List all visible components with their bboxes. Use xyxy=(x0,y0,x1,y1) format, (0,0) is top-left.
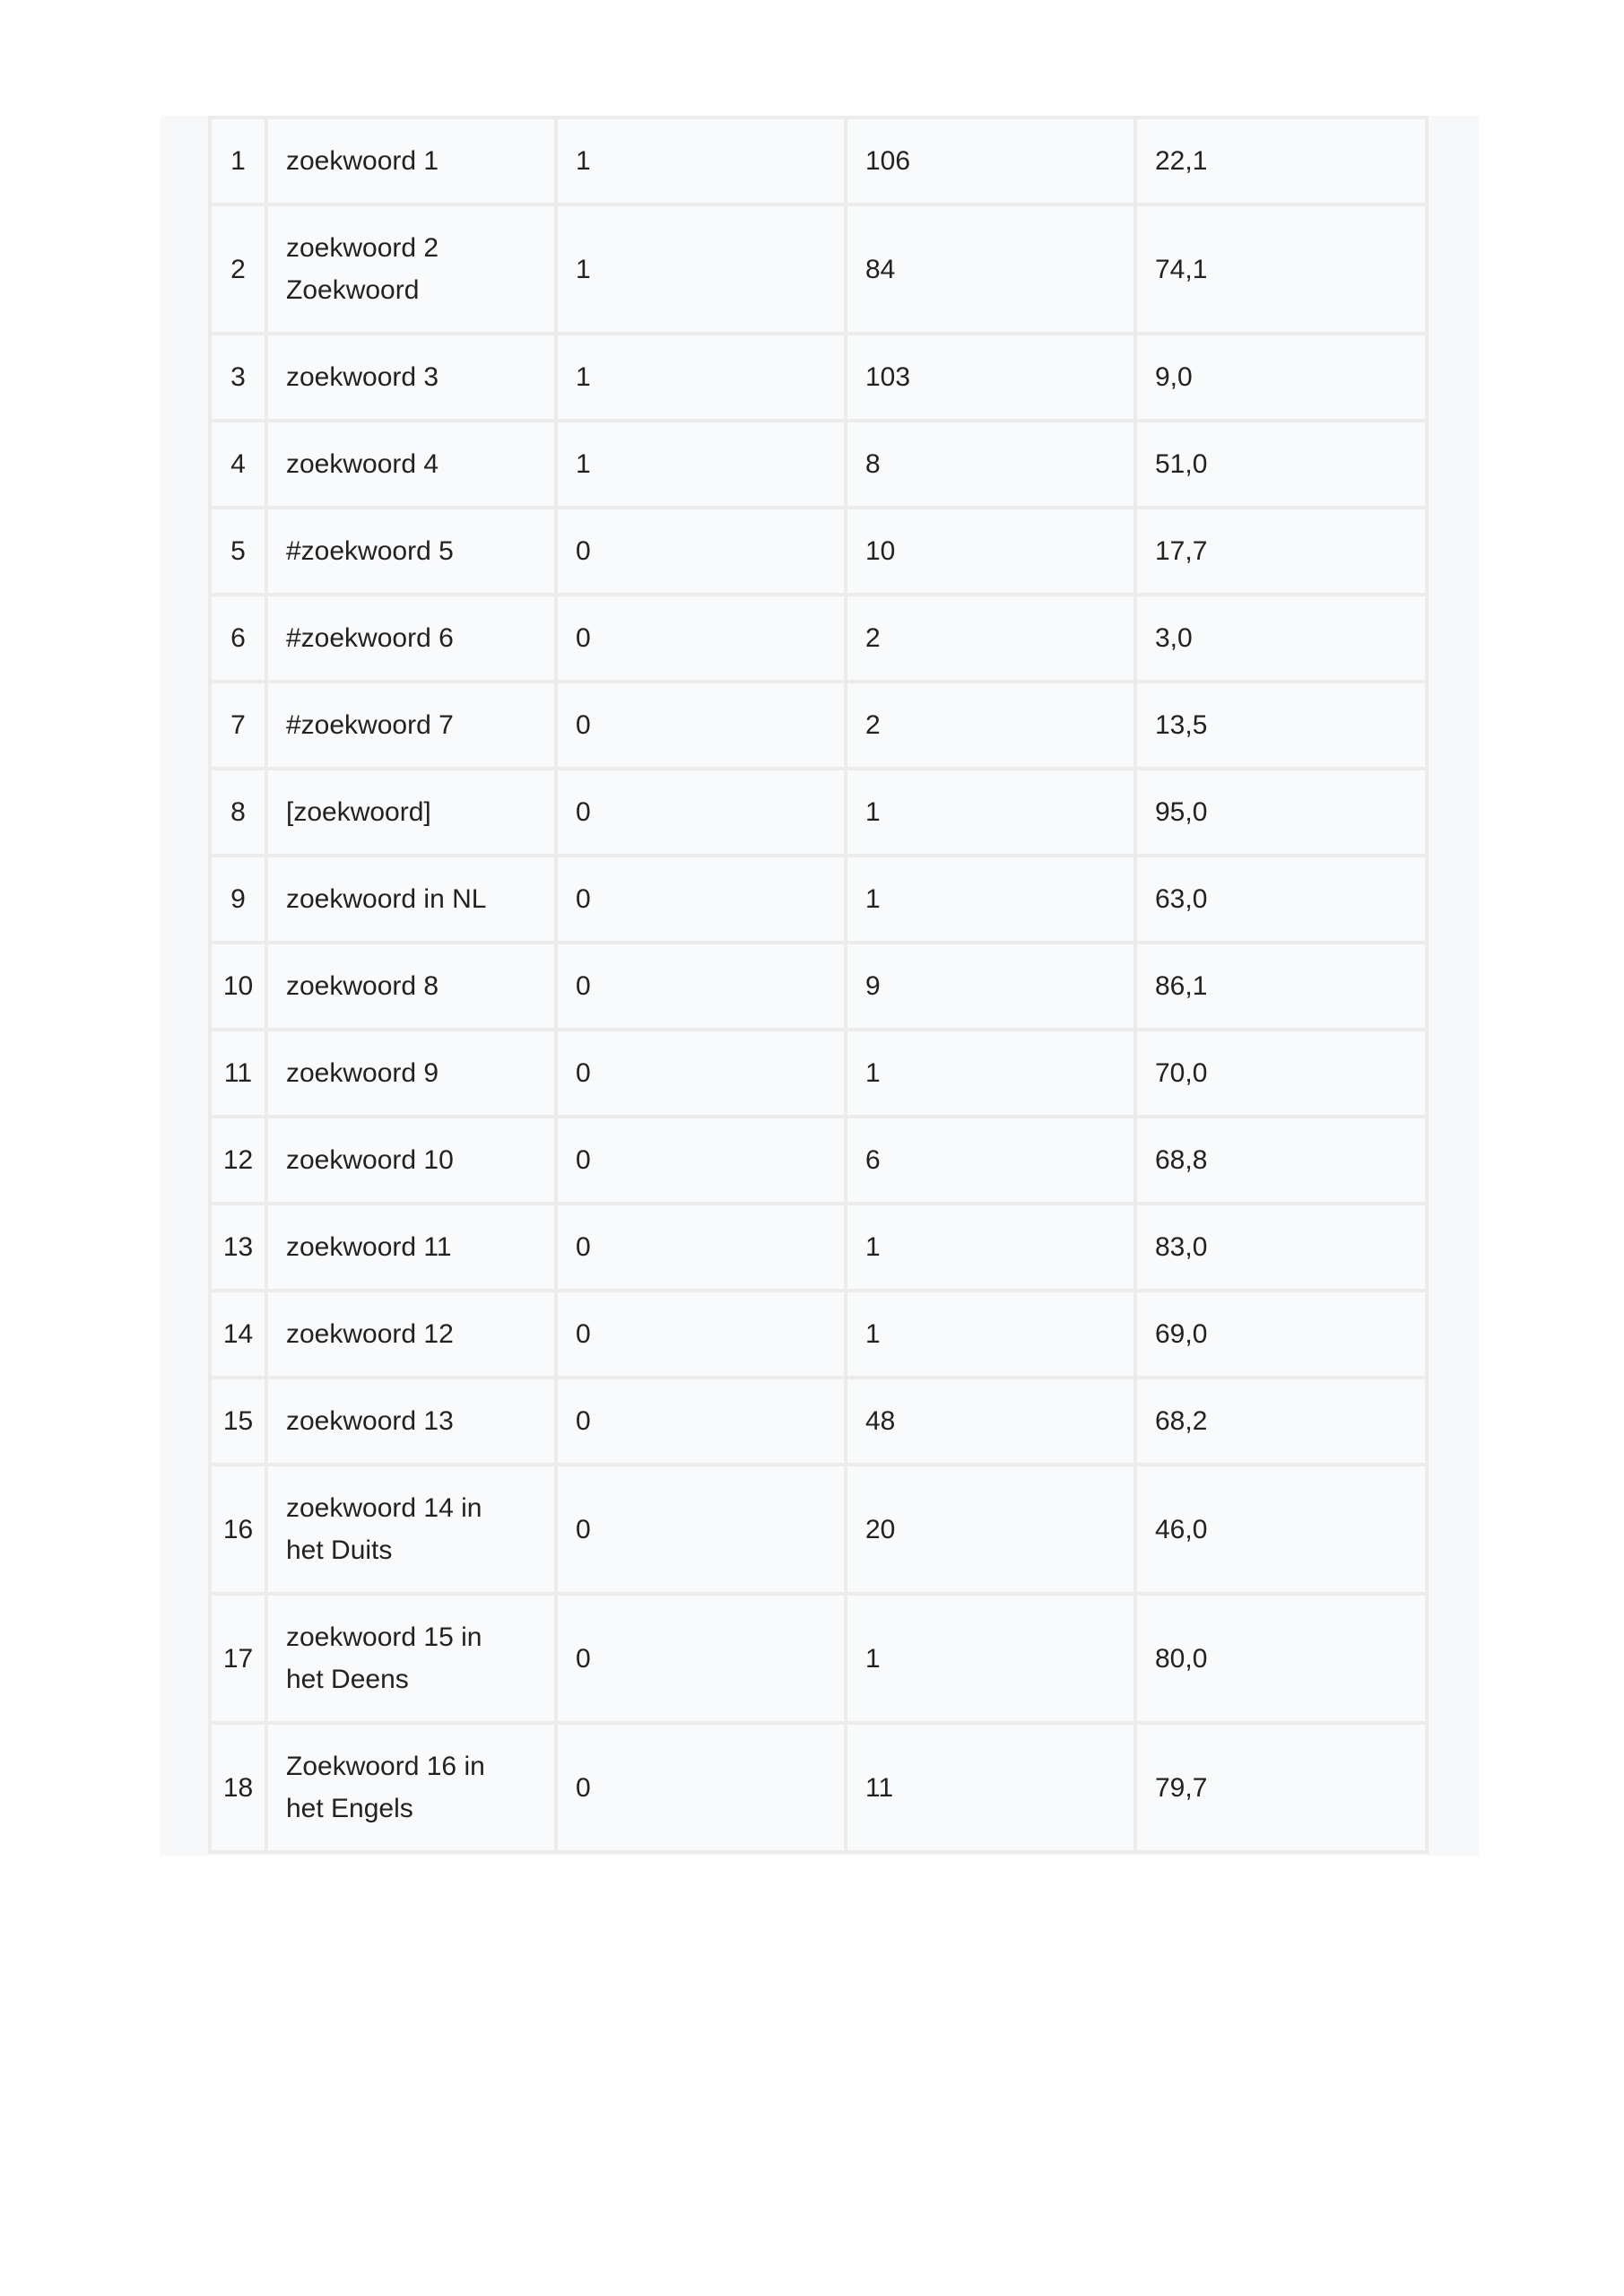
keyword-cell xyxy=(268,944,558,1031)
col5-cell: 83,0 xyxy=(1137,1205,1429,1292)
row-number-cell: 17 xyxy=(208,1596,268,1725)
row-number-cell: 13 xyxy=(208,1205,268,1292)
col3-cell: 0 xyxy=(558,1725,847,1854)
col4-cell: 1 xyxy=(847,1205,1137,1292)
col3-cell: 0 xyxy=(558,1379,847,1466)
keyword-line: zoekwoord 11 xyxy=(286,1232,452,1262)
row-number-cell: 2 xyxy=(208,206,268,335)
col5-cell: 86,1 xyxy=(1137,944,1429,1031)
row-number-cell: 4 xyxy=(208,422,268,509)
col3-cell: 0 xyxy=(558,770,847,857)
table-row xyxy=(208,509,1429,596)
keyword-line: [zoekwoord] xyxy=(286,797,431,827)
table-row xyxy=(208,1466,1429,1596)
keyword-line: zoekwoord 3 xyxy=(286,362,439,392)
col4-cell: 8 xyxy=(847,422,1137,509)
keyword-cell xyxy=(268,116,558,206)
keyword-cell xyxy=(268,683,558,770)
keyword-cell xyxy=(268,1379,558,1466)
keyword-line: het Engels xyxy=(286,1794,413,1823)
keyword-line: zoekwoord 12 xyxy=(286,1319,454,1349)
keyword-line: zoekwoord 2 xyxy=(286,233,439,263)
keyword-line: zoekwoord 14 in xyxy=(286,1493,482,1523)
col3-cell: 0 xyxy=(558,944,847,1031)
col3-cell: 0 xyxy=(558,857,847,944)
table-row xyxy=(208,116,1429,206)
row-number-cell: 16 xyxy=(208,1466,268,1596)
row-number-cell: 18 xyxy=(208,1725,268,1854)
col5-cell: 68,8 xyxy=(1137,1118,1429,1205)
table-row xyxy=(208,944,1429,1031)
keyword-line: zoekwoord 4 xyxy=(286,449,439,479)
col4-cell: 103 xyxy=(847,335,1137,422)
col3-cell: 1 xyxy=(558,422,847,509)
keyword-line: zoekwoord 8 xyxy=(286,971,439,1001)
keyword-cell xyxy=(268,1725,558,1854)
row-number-cell: 14 xyxy=(208,1292,268,1379)
row-number-cell: 1 xyxy=(208,116,268,206)
col5-cell: 68,2 xyxy=(1137,1379,1429,1466)
col5-cell: 69,0 xyxy=(1137,1292,1429,1379)
keyword-line: zoekwoord 10 xyxy=(286,1145,454,1175)
keyword-cell xyxy=(268,206,558,335)
keyword-cell xyxy=(268,422,558,509)
col4-cell: 2 xyxy=(847,596,1137,683)
col5-cell: 95,0 xyxy=(1137,770,1429,857)
col4-cell: 2 xyxy=(847,683,1137,770)
col5-cell: 9,0 xyxy=(1137,335,1429,422)
col3-cell: 0 xyxy=(558,1292,847,1379)
keyword-cell xyxy=(268,509,558,596)
table-row xyxy=(208,206,1429,335)
keyword-line: Zoekwoord 16 in xyxy=(286,1752,485,1781)
col5-cell: 51,0 xyxy=(1137,422,1429,509)
col5-cell: 13,5 xyxy=(1137,683,1429,770)
keyword-line: zoekwoord 13 xyxy=(286,1406,454,1436)
keyword-line: #zoekwoord 7 xyxy=(286,710,454,740)
col4-cell: 48 xyxy=(847,1379,1137,1466)
col3-cell: 0 xyxy=(558,1596,847,1725)
keyword-cell xyxy=(268,857,558,944)
table-row xyxy=(208,857,1429,944)
table-row xyxy=(208,1596,1429,1725)
col4-cell: 11 xyxy=(847,1725,1137,1854)
table-row xyxy=(208,335,1429,422)
col4-cell: 9 xyxy=(847,944,1137,1031)
keyword-cell xyxy=(268,770,558,857)
row-number-cell: 5 xyxy=(208,509,268,596)
table-row xyxy=(208,770,1429,857)
table-row xyxy=(208,1725,1429,1854)
col5-cell: 79,7 xyxy=(1137,1725,1429,1854)
col5-cell: 22,1 xyxy=(1137,116,1429,206)
table-row xyxy=(208,1379,1429,1466)
col4-cell: 1 xyxy=(847,770,1137,857)
row-number-cell: 8 xyxy=(208,770,268,857)
col3-cell: 0 xyxy=(558,509,847,596)
table-row xyxy=(208,1118,1429,1205)
keyword-line: het Deens xyxy=(286,1665,409,1694)
col3-cell: 1 xyxy=(558,206,847,335)
col4-cell: 10 xyxy=(847,509,1137,596)
col3-cell: 1 xyxy=(558,335,847,422)
keyword-line: zoekwoord in NL xyxy=(286,884,487,914)
keyword-cell xyxy=(268,1466,558,1596)
keyword-line: zoekwoord 15 in xyxy=(286,1622,482,1652)
col4-cell: 1 xyxy=(847,1292,1137,1379)
row-number-cell: 9 xyxy=(208,857,268,944)
col5-cell: 74,1 xyxy=(1137,206,1429,335)
col4-cell: 6 xyxy=(847,1118,1137,1205)
col3-cell: 0 xyxy=(558,596,847,683)
col3-cell: 1 xyxy=(558,116,847,206)
keyword-cell xyxy=(268,1118,558,1205)
keyword-line: Zoekwoord xyxy=(286,275,420,305)
row-number-cell: 6 xyxy=(208,596,268,683)
keyword-line: #zoekwoord 5 xyxy=(286,536,454,566)
col5-cell: 17,7 xyxy=(1137,509,1429,596)
col4-cell: 106 xyxy=(847,116,1137,206)
col3-cell: 0 xyxy=(558,1466,847,1596)
row-number-cell: 7 xyxy=(208,683,268,770)
keyword-line: zoekwoord 1 xyxy=(286,146,439,176)
col4-cell: 84 xyxy=(847,206,1137,335)
col5-cell: 46,0 xyxy=(1137,1466,1429,1596)
keyword-cell xyxy=(268,1205,558,1292)
keyword-line: het Duits xyxy=(286,1535,393,1565)
keyword-cell xyxy=(268,335,558,422)
keyword-cell xyxy=(268,1292,558,1379)
row-number-cell: 3 xyxy=(208,335,268,422)
keyword-cell xyxy=(268,596,558,683)
row-number-cell: 10 xyxy=(208,944,268,1031)
col5-cell: 63,0 xyxy=(1137,857,1429,944)
table-row xyxy=(208,422,1429,509)
table-row xyxy=(208,1205,1429,1292)
table-panel xyxy=(161,116,1479,1856)
col4-cell: 20 xyxy=(847,1466,1137,1596)
col5-cell: 70,0 xyxy=(1137,1031,1429,1118)
keyword-cell xyxy=(268,1596,558,1725)
table-row xyxy=(208,1292,1429,1379)
row-number-cell: 15 xyxy=(208,1379,268,1466)
keyword-line: zoekwoord 9 xyxy=(286,1058,439,1088)
table-row xyxy=(208,683,1429,770)
keyword-line: #zoekwoord 6 xyxy=(286,623,454,653)
col4-cell: 1 xyxy=(847,1031,1137,1118)
row-number-cell: 12 xyxy=(208,1118,268,1205)
table-row xyxy=(208,596,1429,683)
col5-cell: 80,0 xyxy=(1137,1596,1429,1725)
col3-cell: 0 xyxy=(558,1031,847,1118)
col5-cell: 3,0 xyxy=(1137,596,1429,683)
col3-cell: 0 xyxy=(558,683,847,770)
keyword-table xyxy=(208,116,1429,1854)
col4-cell: 1 xyxy=(847,857,1137,944)
col3-cell: 0 xyxy=(558,1118,847,1205)
col4-cell: 1 xyxy=(847,1596,1137,1725)
row-number-cell: 11 xyxy=(208,1031,268,1118)
table-row xyxy=(208,1031,1429,1118)
col3-cell: 0 xyxy=(558,1205,847,1292)
keyword-cell xyxy=(268,1031,558,1118)
table-body xyxy=(208,116,1429,1854)
